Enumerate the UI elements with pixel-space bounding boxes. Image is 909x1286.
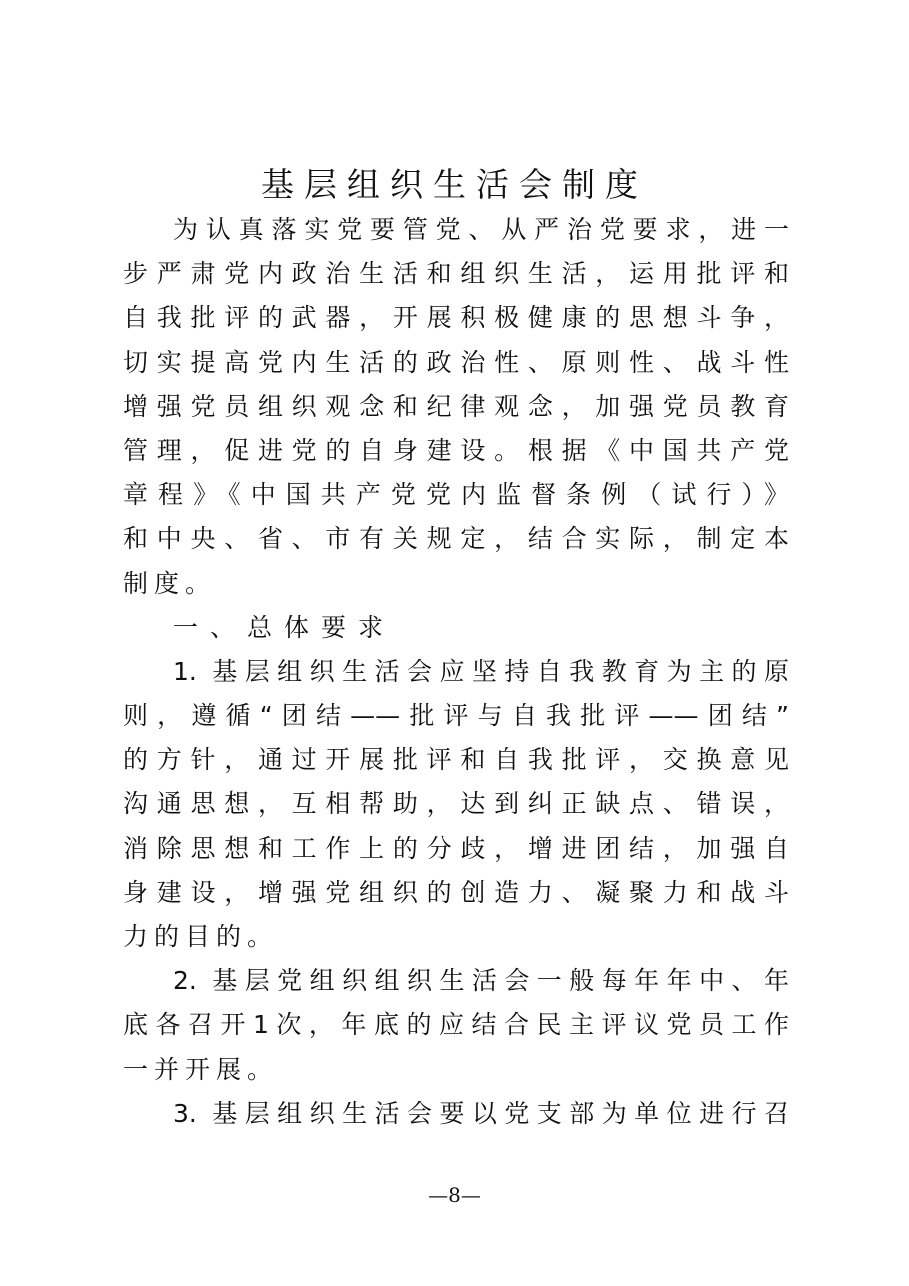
document-body bbox=[123, 208, 789, 1136]
page-number: —8— bbox=[428, 1183, 481, 1207]
paragraph-line: 章程》《中国共产党党内监督条例（试行）》 bbox=[123, 480, 789, 510]
paragraph-line: 3. 基层组织生活会要以党支部为单位进行召 bbox=[173, 1098, 789, 1128]
paragraph-line: 则，遵循“团结——批评与自我批评——团结” bbox=[123, 701, 789, 731]
paragraph-line: 自我批评的武器，开展积极健康的思想斗争， bbox=[123, 303, 789, 333]
paragraph-line: 1. 基层组织生活会应坚持自我教育为主的原 bbox=[173, 656, 789, 686]
paragraph-line: 管理，促进党的自身建设。根据《中国共产党 bbox=[123, 435, 789, 465]
section-heading: 一、总体要求 bbox=[173, 612, 396, 642]
paragraph-line: 沟通思想，互相帮助，达到纠正缺点、错误， bbox=[123, 789, 789, 819]
paragraph-line: 为认真落实党要管党、从严治党要求，进一 bbox=[173, 215, 789, 244]
paragraph-line: 的方针，通过开展批评和自我批评，交换意见 bbox=[123, 745, 789, 775]
paragraph-line: 消除思想和工作上的分歧，增进团结，加强自 bbox=[123, 833, 789, 863]
paragraph-line: 一并开展。 bbox=[123, 1054, 279, 1084]
paragraph-line: 切实提高党内生活的政治性、原则性、战斗性 bbox=[123, 347, 789, 377]
paragraph-line: 底各召开1次，年底的应结合民主评议党员工作 bbox=[123, 1010, 789, 1040]
paragraph-line: 步严肃党内政治生活和组织生活，运用批评和 bbox=[123, 259, 789, 289]
paragraph-line: 力的目的。 bbox=[123, 922, 279, 951]
paragraph-line: 2. 基层党组织组织生活会一般每年年中、年 bbox=[173, 966, 789, 996]
paragraph-line: 制度。 bbox=[123, 568, 217, 598]
document-title: 基层组织生活会制度 bbox=[261, 165, 648, 204]
paragraph-line: 和中央、省、市有关规定，结合实际，制定本 bbox=[123, 524, 789, 554]
paragraph-line: 身建设，增强党组织的创造力、凝聚力和战斗 bbox=[123, 877, 789, 907]
paragraph-line: 增强党员组织观念和纪律观念，加强党员教育 bbox=[123, 391, 789, 421]
